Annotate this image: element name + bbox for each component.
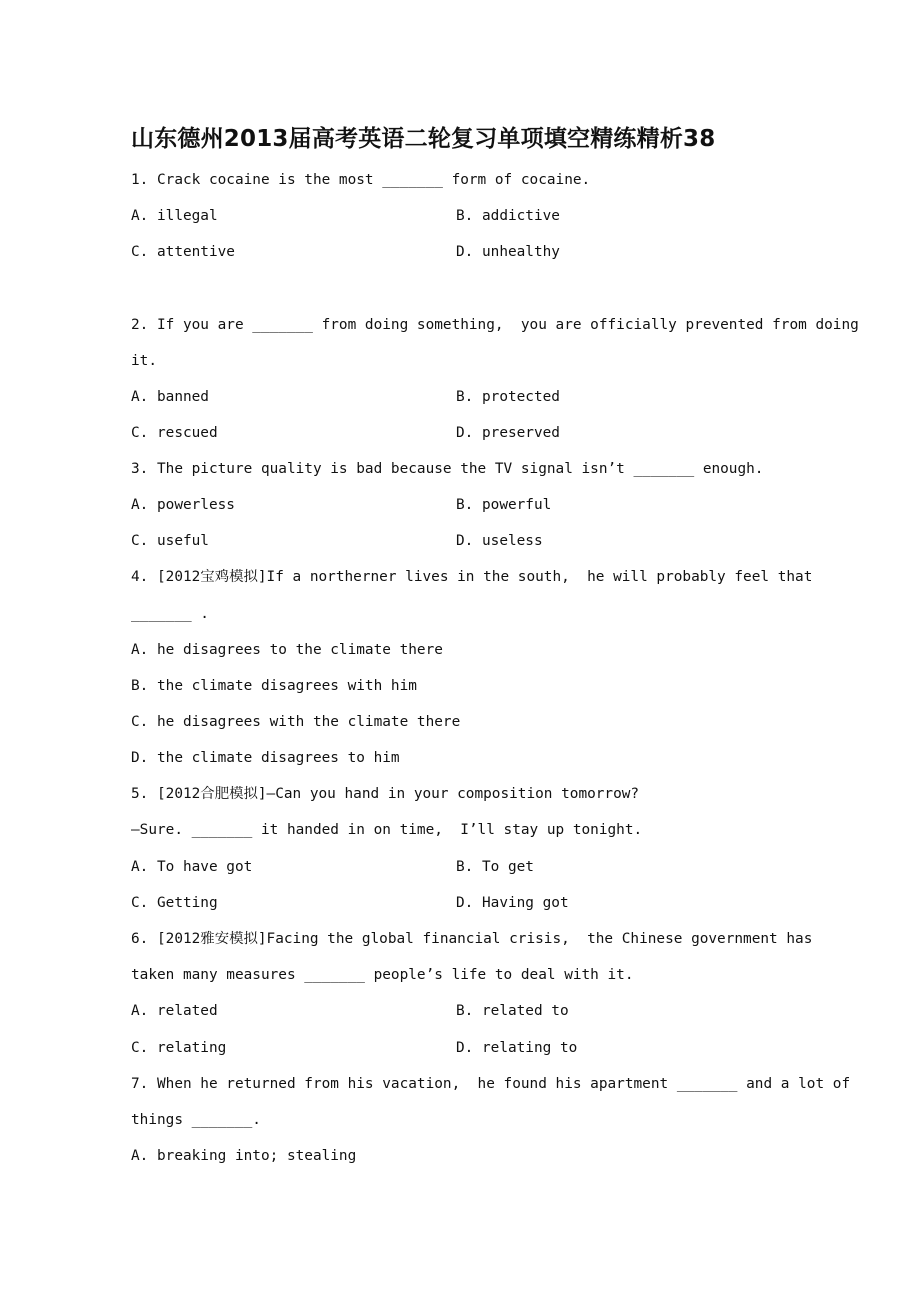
question-2-option-d: D. preserved [456,425,560,441]
question-5-stem-line-2: —Sure. _______ it handed in on time, I’ll stay up tonight. [131,822,643,838]
question-1-option-a: A. illegal [131,208,218,224]
question-4-stem-line-1: 4. [2012宝鸡模拟]If a northerner lives in the south, he will probably feel that [131,569,813,585]
question-6-stem-line-2: taken many measures _______ people’s life to deal with it. [131,967,634,983]
question-3-stem: 3. The picture quality is bad because the TV signal isn’t _______ enough. [131,461,764,477]
question-3-option-b: B. powerful [456,497,552,513]
question-2-stem-line-2: it. [131,353,157,369]
question-6-option-b: B. related to [456,1003,569,1019]
question-7-stem-line-2: things _______. [131,1112,261,1128]
question-1-option-c: C. attentive [131,244,235,260]
question-7-option-a: A. breaking into; stealing [131,1148,357,1164]
question-5-option-a: A. To have got [131,859,253,875]
question-2-option-c: C. rescued [131,425,218,441]
question-3-option-c: C. useful [131,533,209,549]
question-7-stem-line-1: 7. When he returned from his vacation, he found his apartment _______ and a lot of [131,1076,851,1092]
question-5-option-d: D. Having got [456,895,569,911]
question-6-option-a: A. related [131,1003,218,1019]
question-2-option-b: B. protected [456,389,560,405]
question-2-option-a: A. banned [131,389,209,405]
question-1-option-d: D. unhealthy [456,244,560,260]
question-3-option-d: D. useless [456,533,543,549]
question-4-option-a: A. he disagrees to the climate there [131,642,443,658]
question-4-option-d: D. the climate disagrees to him [131,750,400,766]
question-1-stem: 1. Crack cocaine is the most _______ form of cocaine. [131,172,591,188]
question-2-stem-line-1: 2. If you are _______ from doing something, you are officially prevented from doing [131,317,859,333]
question-4-stem-line-2: _______ . [131,606,209,622]
question-6-option-d: D. relating to [456,1040,578,1056]
page-title: 山东德州2013届高考英语二轮复习单项填空精练精析38 [131,126,716,152]
question-3-option-a: A. powerless [131,497,235,513]
question-5-stem-line-1: 5. [2012合肥模拟]—Can you hand in your composition tomorrow? [131,786,640,802]
question-4-option-b: B. the climate disagrees with him [131,678,417,694]
question-5-option-c: C. Getting [131,895,218,911]
question-5-option-b: B. To get [456,859,534,875]
question-1-option-b: B. addictive [456,208,560,224]
question-6-option-c: C. relating [131,1040,227,1056]
question-6-stem-line-1: 6. [2012雅安模拟]Facing the global financial crisis, the Chinese government has [131,931,813,947]
question-4-option-c: C. he disagrees with the climate there [131,714,461,730]
